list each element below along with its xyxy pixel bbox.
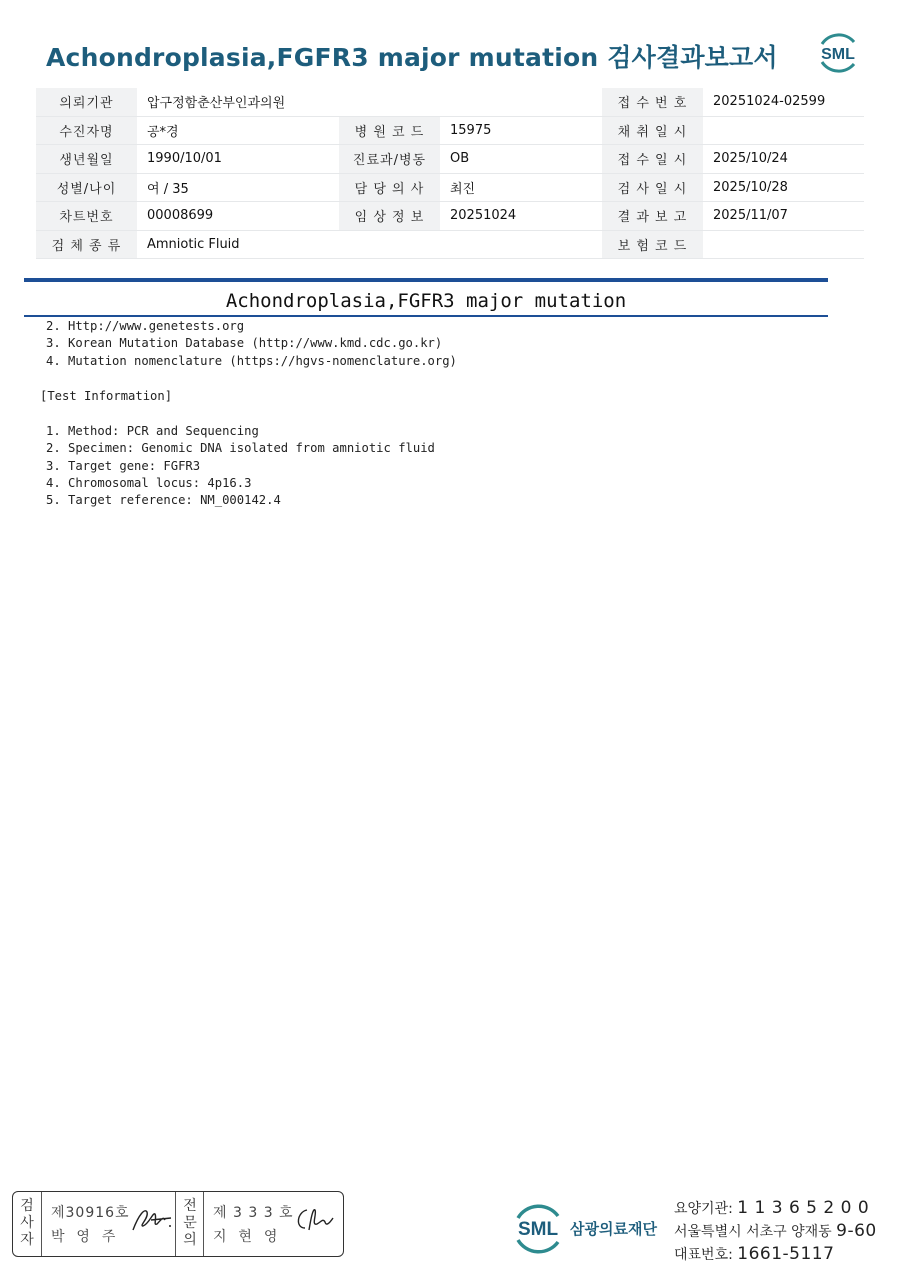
info-value: 2025/11/07 (703, 202, 864, 231)
list-item: 3. Korean Mutation Database (http://www.kmd.cdc.go.kr) (46, 336, 443, 351)
info-value: 20251024 (440, 202, 602, 231)
info-label: 접 수 번 호 (602, 88, 703, 116)
info-row (36, 230, 864, 259)
report-title: Achondroplasia,FGFR3 major mutation 검사결과보고서 (46, 43, 778, 72)
info-value (703, 116, 864, 145)
info-label: 담 당 의 사 (339, 173, 440, 202)
tester-license: 제30916호 (51, 1205, 130, 1221)
info-value: 2025/10/28 (703, 173, 864, 202)
list-item: 2. Http://www.genetests.org (46, 319, 245, 333)
info-value: 1990/10/01 (137, 145, 339, 174)
test-info-list (46, 424, 435, 510)
section-title: Achondroplasia,FGFR3 major mutation (225, 290, 627, 312)
info-label: 진료과/병동 (339, 145, 440, 174)
info-row (36, 145, 864, 174)
info-label: 임 상 정 보 (339, 202, 440, 231)
sml-logo-text: SML (821, 46, 855, 63)
info-value: OB (440, 145, 602, 174)
info-label: 검 체 종 류 (36, 230, 137, 259)
address-number: 9-60 (836, 1221, 877, 1241)
info-value: 00008699 (137, 202, 339, 231)
info-row (36, 202, 864, 231)
list-item: 4. Chromosomal locus: 4p16.3 (46, 475, 252, 490)
list-item: 2. Specimen: Genomic DNA isolated from amniotic fluid (46, 441, 435, 456)
info-row (36, 88, 864, 116)
phone-label: 대표번호: (674, 1247, 733, 1263)
info-value: 공*경 (137, 116, 339, 145)
info-value: 2025/10/24 (703, 145, 864, 174)
info-label: 차트번호 (36, 202, 137, 231)
list-item: 3. Target gene: FGFR3 (46, 458, 201, 473)
info-value: Amniotic Fluid (137, 230, 602, 259)
divider (175, 1192, 176, 1256)
tester-name: 박 영 주 (51, 1229, 117, 1245)
info-row (36, 116, 864, 145)
info-label: 생년월일 (36, 145, 137, 174)
section-rule-top (24, 278, 828, 282)
tester-label: 검사자 (20, 1198, 34, 1248)
divider (203, 1192, 204, 1256)
divider (41, 1192, 42, 1256)
info-label: 병 원 코 드 (339, 116, 440, 145)
info-value (703, 230, 864, 259)
tester-signature-icon (131, 1204, 175, 1234)
list-item: 1. Method: PCR and Sequencing (46, 424, 259, 438)
info-label: 성별/나이 (36, 173, 137, 202)
info-value: 여 / 35 (137, 173, 339, 202)
list-item: 4. Mutation nomenclature (https://hgvs-nomenclature.org) (46, 353, 457, 368)
institution-line (674, 1198, 869, 1218)
specialist-license: 제 3 3 3 호 (213, 1205, 294, 1221)
specialist-label: 전문의 (183, 1198, 197, 1248)
info-label: 채 취 일 시 (602, 116, 703, 145)
info-label: 수진자명 (36, 116, 137, 145)
section-rule-bottom (24, 315, 828, 317)
company-name: 삼광의료재단 (570, 1220, 657, 1238)
sml-footer-logo-icon (510, 1200, 566, 1256)
phone-number: 1661-5117 (737, 1244, 835, 1264)
specialist-name: 지 현 영 (213, 1229, 279, 1245)
sml-logo-icon (814, 30, 862, 74)
info-label: 검 사 일 시 (602, 173, 703, 202)
phone-line (674, 1244, 834, 1264)
list-item: 5. Target reference: NM_000142.4 (46, 493, 281, 508)
info-value: 최진 (440, 173, 602, 202)
signature-box (12, 1191, 344, 1257)
sml-footer-logo-text: SML (517, 1219, 559, 1240)
info-label: 보 험 코 드 (602, 230, 703, 259)
test-info-heading: [Test Information] (40, 389, 173, 403)
specialist-signature-icon (293, 1204, 337, 1234)
info-value: 15975 (440, 116, 602, 145)
address-line (674, 1221, 877, 1241)
info-row (36, 173, 864, 202)
reference-list (46, 319, 457, 371)
address: 서울특별시 서초구 양재동 (674, 1224, 832, 1240)
info-value: 20251024-02599 (703, 88, 864, 116)
patient-info-table (36, 88, 864, 259)
info-label: 결 과 보 고 (602, 202, 703, 231)
institution-label: 요양기관: (674, 1201, 733, 1217)
info-label: 접 수 일 시 (602, 145, 703, 174)
info-label: 의뢰기관 (36, 88, 137, 116)
info-value: 압구정함춘산부인과의원 (137, 88, 602, 116)
institution-code: 1 1 3 6 5 2 0 0 (737, 1198, 870, 1218)
